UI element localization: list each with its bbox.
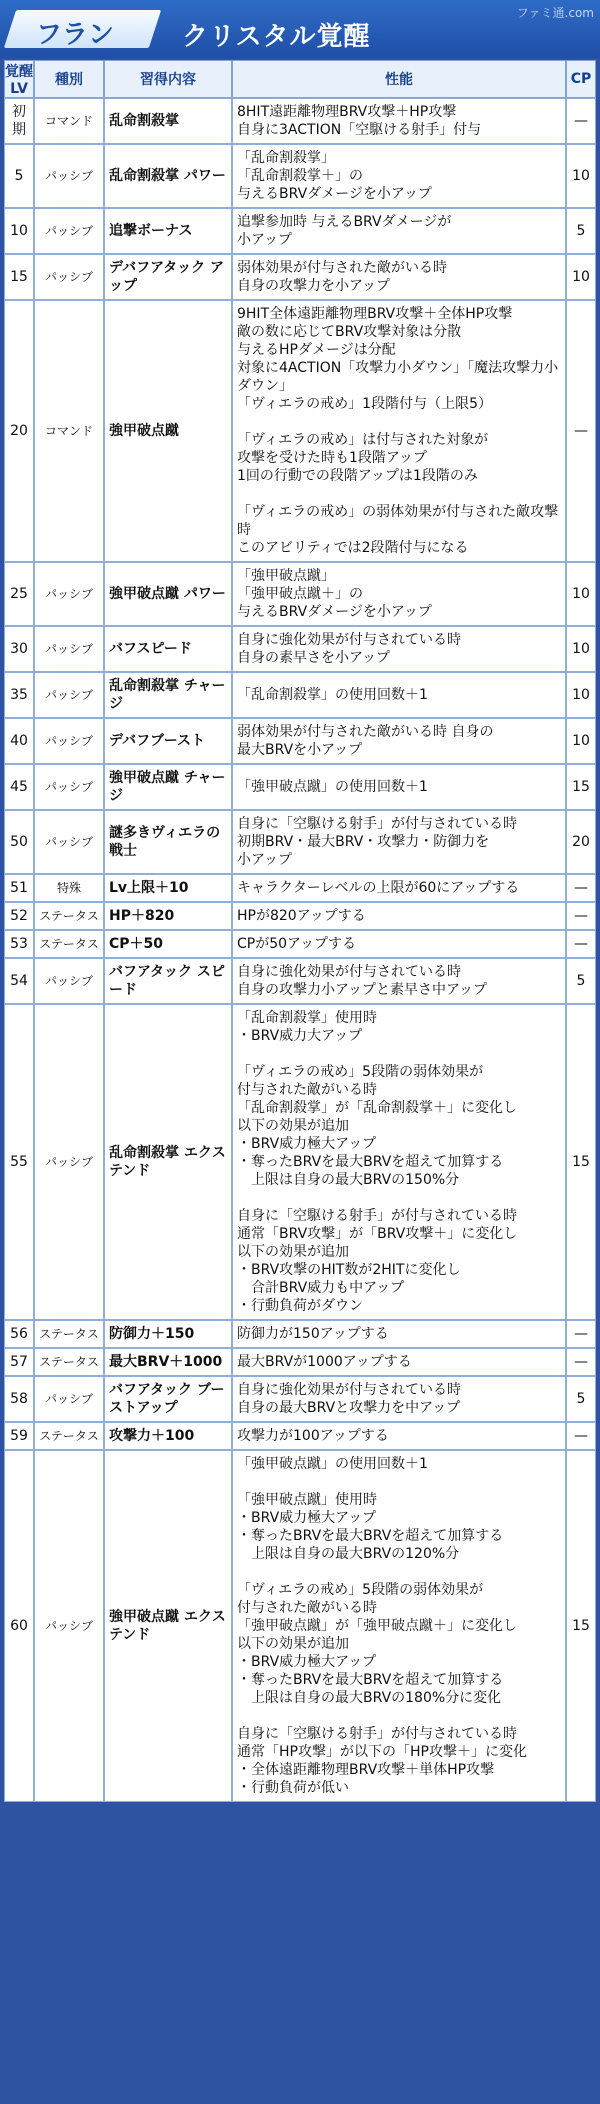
cell-type: パッシブ [34, 626, 104, 672]
table-row [4, 1450, 596, 1802]
cell-cp: — [566, 930, 596, 958]
cell-type: パッシブ [34, 810, 104, 874]
cell-type: パッシブ [34, 958, 104, 1004]
cell-lv: 初期 [4, 98, 34, 144]
cell-name: 攻撃力＋100 [104, 1422, 232, 1450]
cell-effect: キャラクターレベルの上限が60にアップする [232, 874, 566, 902]
cell-lv: 5 [4, 144, 34, 208]
cell-cp: — [566, 874, 596, 902]
cell-name: 強甲破点蹴 エクステンド [104, 1450, 232, 1802]
cell-name: 乱命割殺掌 チャージ [104, 672, 232, 718]
cell-lv: 52 [4, 902, 34, 930]
cell-cp: — [566, 1348, 596, 1376]
cell-lv: 10 [4, 208, 34, 254]
table-row [4, 1348, 596, 1376]
cell-cp: — [566, 98, 596, 144]
table-row [4, 1004, 596, 1320]
cell-effect: 「強甲破点蹴」の使用回数＋1 [232, 764, 566, 810]
cell-name: 強甲破点蹴 [104, 300, 232, 562]
cell-name: バフスピード [104, 626, 232, 672]
table-row [4, 764, 596, 810]
table-row [4, 810, 596, 874]
table-row [4, 98, 596, 144]
cell-effect: 防御力が150アップする [232, 1320, 566, 1348]
table-row [4, 672, 596, 718]
cell-cp: 10 [566, 562, 596, 626]
table-body [4, 98, 596, 1802]
cell-type: パッシブ [34, 718, 104, 764]
cell-cp: 10 [566, 144, 596, 208]
cell-cp: 10 [566, 672, 596, 718]
cell-effect: 弱体効果が付与された敵がいる時 自身の 最大BRVを小アップ [232, 718, 566, 764]
table-row [4, 718, 596, 764]
cell-type: パッシブ [34, 1004, 104, 1320]
cell-effect: 8HIT遠距離物理BRV攻撃＋HP攻撃 自身に3ACTION「空駆ける射手」付与 [232, 98, 566, 144]
cell-type: コマンド [34, 98, 104, 144]
cell-cp: 5 [566, 958, 596, 1004]
cell-name: 乱命割殺掌 エクステンド [104, 1004, 232, 1320]
cell-lv: 45 [4, 764, 34, 810]
table-row [4, 874, 596, 902]
cell-lv: 57 [4, 1348, 34, 1376]
cell-lv: 55 [4, 1004, 34, 1320]
cell-type: パッシブ [34, 144, 104, 208]
cell-name: デバフブースト [104, 718, 232, 764]
header-lv: 覚醒 LV [4, 60, 34, 98]
cell-lv: 54 [4, 958, 34, 1004]
cell-effect: 最大BRVが1000アップする [232, 1348, 566, 1376]
cell-lv: 53 [4, 930, 34, 958]
table-row [4, 930, 596, 958]
cell-name: バフアタック ブーストアップ [104, 1376, 232, 1422]
cell-cp: — [566, 902, 596, 930]
cell-lv: 35 [4, 672, 34, 718]
cell-name: 防御力＋150 [104, 1320, 232, 1348]
cell-lv: 59 [4, 1422, 34, 1450]
cell-type: パッシブ [34, 208, 104, 254]
cell-effect: 「強甲破点蹴」の使用回数＋1 「強甲破点蹴」使用時 ・BRV威力極大アップ ・奪ったBRVを最大BRVを超えて加算する 上限は自身の最大BRVの120%分 「ヴィエラの戒め」5段階の弱体効果が 付与された敵がいる時 「強甲破点蹴」が「強甲破点蹴＋」に変化し 以下の効果が追加 ・BRV威力極大アップ ・奪ったBRVを最大BRVを超えて加算する 上限は自身の最大BRVの180%分に変化 自身に「空駆ける射手」が付与されている時 通常「HP攻撃」が以下の「HP攻撃＋」に変化 ・全体遠距離物理BRV攻撃＋単体HP攻撃 ・行動負荷が低い [232, 1450, 566, 1802]
cell-effect: 「乱命割殺掌」 「乱命割殺掌＋」の 与えるBRVダメージを小アップ [232, 144, 566, 208]
cell-type: ステータス [34, 1320, 104, 1348]
table-header-row [4, 60, 596, 98]
cell-effect: 「乱命割殺掌」の使用回数＋1 [232, 672, 566, 718]
cell-cp: — [566, 1320, 596, 1348]
cell-name: 強甲破点蹴 パワー [104, 562, 232, 626]
cell-name: 強甲破点蹴 チャージ [104, 764, 232, 810]
cell-name: 乱命割殺掌 [104, 98, 232, 144]
cell-type: パッシブ [34, 1376, 104, 1422]
character-name: フラン [36, 20, 115, 50]
cell-lv: 51 [4, 874, 34, 902]
cell-type: パッシブ [34, 562, 104, 626]
cell-type: コマンド [34, 300, 104, 562]
header-effect: 性能 [232, 60, 566, 98]
cell-cp: 20 [566, 810, 596, 874]
cell-type: ステータス [34, 902, 104, 930]
cell-lv: 20 [4, 300, 34, 562]
table-row [4, 1422, 596, 1450]
cell-lv: 25 [4, 562, 34, 626]
cell-name: 最大BRV＋1000 [104, 1348, 232, 1376]
table-row [4, 958, 596, 1004]
awakening-table-container [4, 60, 596, 1802]
cell-type: パッシブ [34, 254, 104, 300]
header-banner [0, 0, 600, 58]
cell-lv: 56 [4, 1320, 34, 1348]
cell-type: パッシブ [34, 672, 104, 718]
cell-effect: 9HIT全体遠距離物理BRV攻撃＋全体HP攻撃 敵の数に応じてBRV攻撃対象は分散 与えるHPダメージは分配 対象に4ACTION「攻撃力小ダウン」「魔法攻撃力小ダウン」 「ヴィエラの戒め」1段階付与（上限5） 「ヴィエラの戒め」は付与された対象が 攻撃を受けた時も1段階アップ 1回の行動での段階アップは1段階のみ 「ヴィエラの戒め」の弱体効果が付与された敵攻撃時 このアビリティでは2段階付与になる [232, 300, 566, 562]
table-row [4, 300, 596, 562]
cell-lv: 50 [4, 810, 34, 874]
cell-type: ステータス [34, 930, 104, 958]
cell-cp: 5 [566, 1376, 596, 1422]
table-row [4, 144, 596, 208]
cell-cp: 15 [566, 764, 596, 810]
cell-name: HP＋820 [104, 902, 232, 930]
cell-type: ステータス [34, 1348, 104, 1376]
cell-type: パッシブ [34, 1450, 104, 1802]
cell-name: デバフアタック アップ [104, 254, 232, 300]
header-name: 習得内容 [104, 60, 232, 98]
awakening-table [4, 60, 596, 1802]
cell-cp: — [566, 300, 596, 562]
cell-cp: 10 [566, 254, 596, 300]
cell-type: パッシブ [34, 764, 104, 810]
cell-effect: HPが820アップする [232, 902, 566, 930]
table-row [4, 626, 596, 672]
cell-name: Lv上限＋10 [104, 874, 232, 902]
cell-cp: 15 [566, 1004, 596, 1320]
cell-type: ステータス [34, 1422, 104, 1450]
cell-effect: 弱体効果が付与された敵がいる時 自身の攻撃力を小アップ [232, 254, 566, 300]
table-row [4, 902, 596, 930]
cell-name: バフアタック スピード [104, 958, 232, 1004]
header-type: 種別 [34, 60, 104, 98]
cell-effect: 自身に「空駆ける射手」が付与されている時 初期BRV・最大BRV・攻撃力・防御力を 小アップ [232, 810, 566, 874]
cell-effect: 「強甲破点蹴」 「強甲破点蹴＋」の 与えるBRVダメージを小アップ [232, 562, 566, 626]
watermark-logo: ファミ通.com [516, 6, 594, 20]
cell-effect: 自身に強化効果が付与されている時 自身の攻撃力小アップと素早さ中アップ [232, 958, 566, 1004]
page-title: クリスタル覚醒 [182, 22, 371, 52]
table-row [4, 1320, 596, 1348]
cell-effect: 攻撃力が100アップする [232, 1422, 566, 1450]
cell-lv: 58 [4, 1376, 34, 1422]
cell-cp: 15 [566, 1450, 596, 1802]
cell-lv: 60 [4, 1450, 34, 1802]
cell-name: 謎多きヴィエラの戦士 [104, 810, 232, 874]
cell-lv: 30 [4, 626, 34, 672]
cell-cp: 10 [566, 626, 596, 672]
table-row [4, 254, 596, 300]
header-cp: CP [566, 60, 596, 98]
cell-cp: 10 [566, 718, 596, 764]
table-row [4, 562, 596, 626]
table-row [4, 208, 596, 254]
cell-lv: 15 [4, 254, 34, 300]
cell-effect: 「乱命割殺掌」使用時 ・BRV威力大アップ 「ヴィエラの戒め」5段階の弱体効果が 付与された敵がいる時 「乱命割殺掌」が「乱命割殺掌＋」に変化し 以下の効果が追加 ・BRV威力極大アップ ・奪ったBRVを最大BRVを超えて加算する 上限は自身の最大BRVの150%分 自身に「空駆ける射手」が付与されている時 通常「BRV攻撃」が「BRV攻撃＋」に変化し 以下の効果が追加 ・BRV攻撃のHIT数が2HITに変化し 合計BRV威力も中アップ ・行動負荷がダウン [232, 1004, 566, 1320]
cell-effect: 自身に強化効果が付与されている時 自身の素早さを小アップ [232, 626, 566, 672]
cell-type: 特殊 [34, 874, 104, 902]
table-row [4, 1376, 596, 1422]
cell-name: 乱命割殺掌 パワー [104, 144, 232, 208]
cell-cp: 5 [566, 208, 596, 254]
cell-effect: 自身に強化効果が付与されている時 自身の最大BRVと攻撃力を中アップ [232, 1376, 566, 1422]
cell-effect: 追撃参加時 与えるBRVダメージが 小アップ [232, 208, 566, 254]
cell-name: 追撃ボーナス [104, 208, 232, 254]
cell-cp: — [566, 1422, 596, 1450]
cell-lv: 40 [4, 718, 34, 764]
cell-effect: CPが50アップする [232, 930, 566, 958]
cell-name: CP＋50 [104, 930, 232, 958]
